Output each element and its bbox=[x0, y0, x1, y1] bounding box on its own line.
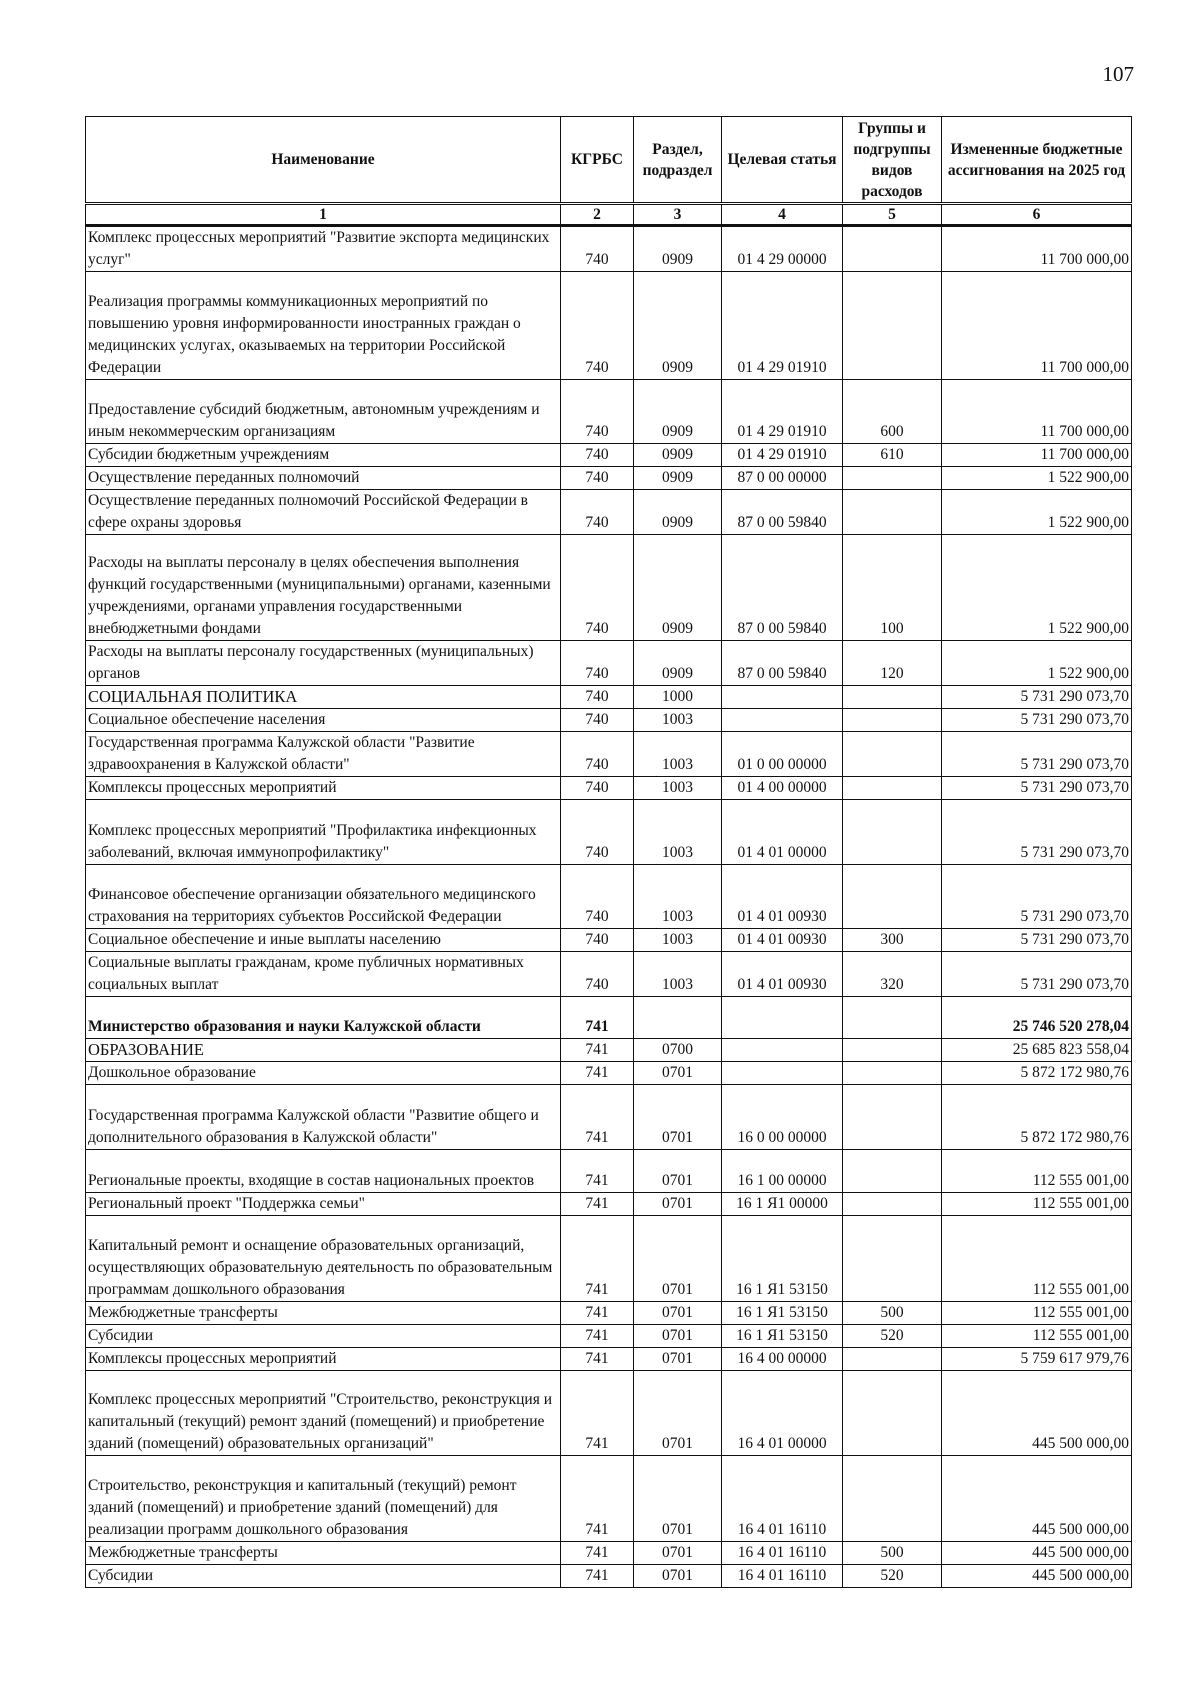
row-amount-cell: 1 522 900,00 bbox=[942, 467, 1132, 490]
budget-table bbox=[85, 116, 1132, 1588]
row-name-cell: Комплекс процессных мероприятий "Развитие экспорта медицинских услуг" bbox=[86, 226, 561, 272]
row-razdel-cell: 1003 bbox=[634, 865, 722, 929]
row-kgrbs-cell: 741 bbox=[561, 1302, 634, 1325]
row-amount-cell: 11 700 000,00 bbox=[942, 272, 1132, 380]
table-row bbox=[86, 1150, 1132, 1193]
row-razdel-cell: 1003 bbox=[634, 800, 722, 865]
row-tselevaya-cell: 16 4 01 00000 bbox=[722, 1371, 843, 1456]
column-number-4: 4 bbox=[722, 204, 843, 226]
row-razdel-cell: 0909 bbox=[634, 535, 722, 641]
row-kgrbs-cell: 740 bbox=[561, 709, 634, 732]
table-row bbox=[86, 1085, 1132, 1150]
row-tselevaya-cell: 01 4 29 01910 bbox=[722, 272, 843, 380]
row-tselevaya-cell: 16 1 Я1 53150 bbox=[722, 1216, 843, 1302]
column-number-2: 2 bbox=[561, 204, 634, 226]
header-gruppy: Группы и подгруппы видов расходов bbox=[843, 117, 942, 204]
table-row bbox=[86, 1216, 1132, 1302]
row-tselevaya-cell: 01 4 00 00000 bbox=[722, 777, 843, 800]
row-group-cell bbox=[843, 1150, 942, 1193]
table-row bbox=[86, 997, 1132, 1039]
row-tselevaya-cell: 87 0 00 59840 bbox=[722, 535, 843, 641]
row-name-cell: Расходы на выплаты персоналу в целях обеспечения выполнения функций государственными (муниципальными) органами, казенными учреждениями, органами управления государственными внебюджетными фондами bbox=[86, 535, 561, 641]
row-amount-cell: 112 555 001,00 bbox=[942, 1216, 1132, 1302]
row-group-cell: 520 bbox=[843, 1565, 942, 1588]
row-amount-cell: 112 555 001,00 bbox=[942, 1193, 1132, 1216]
row-amount-cell: 5 731 290 073,70 bbox=[942, 800, 1132, 865]
row-tselevaya-cell: 16 1 Я1 53150 bbox=[722, 1302, 843, 1325]
row-group-cell bbox=[843, 997, 942, 1039]
table-row bbox=[86, 444, 1132, 467]
row-kgrbs-cell: 740 bbox=[561, 732, 634, 777]
header-name: Наименование bbox=[86, 117, 561, 204]
table-row bbox=[86, 865, 1132, 929]
row-razdel-cell: 0700 bbox=[634, 1039, 722, 1062]
row-name-cell: ОБРАЗОВАНИЕ bbox=[86, 1039, 561, 1062]
row-group-cell: 300 bbox=[843, 929, 942, 952]
row-name-cell: Расходы на выплаты персоналу государственных (муниципальных) органов bbox=[86, 641, 561, 686]
row-amount-cell: 5 872 172 980,76 bbox=[942, 1085, 1132, 1150]
table-row bbox=[86, 1325, 1132, 1348]
table-row bbox=[86, 709, 1132, 732]
row-group-cell: 100 bbox=[843, 535, 942, 641]
row-group-cell: 600 bbox=[843, 380, 942, 444]
row-name-cell: Комплексы процессных мероприятий bbox=[86, 777, 561, 800]
header-tselevaya: Целевая статья bbox=[722, 117, 843, 204]
row-tselevaya-cell: 01 0 00 00000 bbox=[722, 732, 843, 777]
row-amount-cell: 11 700 000,00 bbox=[942, 380, 1132, 444]
row-amount-cell: 11 700 000,00 bbox=[942, 444, 1132, 467]
row-group-cell bbox=[843, 800, 942, 865]
row-group-cell bbox=[843, 1062, 942, 1085]
row-tselevaya-cell: 16 0 00 00000 bbox=[722, 1085, 843, 1150]
row-group-cell: 610 bbox=[843, 444, 942, 467]
row-group-cell bbox=[843, 709, 942, 732]
row-name-cell: Комплексы процессных мероприятий bbox=[86, 1348, 561, 1371]
row-kgrbs-cell: 740 bbox=[561, 272, 634, 380]
row-amount-cell: 112 555 001,00 bbox=[942, 1150, 1132, 1193]
row-razdel-cell bbox=[634, 997, 722, 1039]
row-amount-cell: 1 522 900,00 bbox=[942, 641, 1132, 686]
row-tselevaya-cell bbox=[722, 686, 843, 709]
row-name-cell: Реализация программы коммуникационных мероприятий по повышению уровня информированности иностранных граждан о медицинских услугах, оказываемых на территории Российской Федерации bbox=[86, 272, 561, 380]
row-group-cell bbox=[843, 1039, 942, 1062]
row-razdel-cell: 0701 bbox=[634, 1565, 722, 1588]
row-kgrbs-cell: 740 bbox=[561, 467, 634, 490]
table-row bbox=[86, 686, 1132, 709]
row-razdel-cell: 1003 bbox=[634, 929, 722, 952]
row-kgrbs-cell: 740 bbox=[561, 535, 634, 641]
row-group-cell: 320 bbox=[843, 952, 942, 997]
row-tselevaya-cell bbox=[722, 1039, 843, 1062]
column-number-6: 6 bbox=[942, 204, 1132, 226]
row-name-cell: Предоставление субсидий бюджетным, автономным учреждениям и иным некоммерческим организациям bbox=[86, 380, 561, 444]
row-name-cell: Социальное обеспечение населения bbox=[86, 709, 561, 732]
table-row bbox=[86, 952, 1132, 997]
row-razdel-cell: 1003 bbox=[634, 777, 722, 800]
row-kgrbs-cell: 741 bbox=[561, 1565, 634, 1588]
row-name-cell: Министерство образования и науки Калужской области bbox=[86, 997, 561, 1039]
row-name-cell: Субсидии bbox=[86, 1325, 561, 1348]
column-number-3: 3 bbox=[634, 204, 722, 226]
row-amount-cell: 112 555 001,00 bbox=[942, 1325, 1132, 1348]
row-name-cell: Государственная программа Калужской области "Развитие общего и дополнительного образования в Калужской области" bbox=[86, 1085, 561, 1150]
row-kgrbs-cell: 741 bbox=[561, 1039, 634, 1062]
table-row bbox=[86, 777, 1132, 800]
column-number-1: 1 bbox=[86, 204, 561, 226]
row-group-cell: 520 bbox=[843, 1325, 942, 1348]
table-row bbox=[86, 1039, 1132, 1062]
row-razdel-cell: 0701 bbox=[634, 1085, 722, 1150]
row-amount-cell: 112 555 001,00 bbox=[942, 1302, 1132, 1325]
row-kgrbs-cell: 740 bbox=[561, 929, 634, 952]
table-row bbox=[86, 1348, 1132, 1371]
row-kgrbs-cell: 740 bbox=[561, 641, 634, 686]
row-tselevaya-cell: 01 4 01 00000 bbox=[722, 800, 843, 865]
row-kgrbs-cell: 740 bbox=[561, 952, 634, 997]
row-tselevaya-cell: 16 4 01 16110 bbox=[722, 1565, 843, 1588]
row-kgrbs-cell: 741 bbox=[561, 1325, 634, 1348]
row-name-cell: Дошкольное образование bbox=[86, 1062, 561, 1085]
row-tselevaya-cell: 01 4 01 00930 bbox=[722, 952, 843, 997]
row-name-cell: Межбюджетные трансферты bbox=[86, 1542, 561, 1565]
row-tselevaya-cell: 16 1 Я1 00000 bbox=[722, 1193, 843, 1216]
row-razdel-cell: 0701 bbox=[634, 1371, 722, 1456]
table-row bbox=[86, 1193, 1132, 1216]
row-kgrbs-cell: 741 bbox=[561, 1371, 634, 1456]
table-row bbox=[86, 1371, 1132, 1456]
row-kgrbs-cell: 741 bbox=[561, 1085, 634, 1150]
column-number-5: 5 bbox=[843, 204, 942, 226]
row-razdel-cell: 0701 bbox=[634, 1542, 722, 1565]
row-group-cell bbox=[843, 1216, 942, 1302]
row-razdel-cell: 0909 bbox=[634, 641, 722, 686]
row-tselevaya-cell: 01 4 01 00930 bbox=[722, 865, 843, 929]
row-razdel-cell: 1003 bbox=[634, 952, 722, 997]
table-row bbox=[86, 1302, 1132, 1325]
table-body bbox=[86, 226, 1132, 1588]
row-amount-cell: 1 522 900,00 bbox=[942, 535, 1132, 641]
row-tselevaya-cell bbox=[722, 997, 843, 1039]
row-name-cell: Комплекс процессных мероприятий "Профилактика инфекционных заболеваний, включая иммунопрофилактику" bbox=[86, 800, 561, 865]
row-group-cell bbox=[843, 1371, 942, 1456]
row-razdel-cell: 0701 bbox=[634, 1348, 722, 1371]
row-name-cell: Социальное обеспечение и иные выплаты населению bbox=[86, 929, 561, 952]
row-kgrbs-cell: 740 bbox=[561, 777, 634, 800]
page-number: 107 bbox=[1102, 62, 1134, 86]
row-kgrbs-cell: 740 bbox=[561, 380, 634, 444]
row-amount-cell: 445 500 000,00 bbox=[942, 1565, 1132, 1588]
row-razdel-cell: 0909 bbox=[634, 272, 722, 380]
row-razdel-cell: 0909 bbox=[634, 380, 722, 444]
row-amount-cell: 5 872 172 980,76 bbox=[942, 1062, 1132, 1085]
row-group-cell bbox=[843, 686, 942, 709]
row-name-cell: Региональные проекты, входящие в состав национальных проектов bbox=[86, 1150, 561, 1193]
row-tselevaya-cell: 16 4 01 16110 bbox=[722, 1456, 843, 1542]
table-row bbox=[86, 1062, 1132, 1085]
row-kgrbs-cell: 741 bbox=[561, 1542, 634, 1565]
row-kgrbs-cell: 740 bbox=[561, 800, 634, 865]
row-amount-cell: 25 685 823 558,04 bbox=[942, 1039, 1132, 1062]
row-razdel-cell: 0701 bbox=[634, 1325, 722, 1348]
row-amount-cell: 11 700 000,00 bbox=[942, 226, 1132, 272]
row-tselevaya-cell: 87 0 00 00000 bbox=[722, 467, 843, 490]
row-tselevaya-cell: 01 4 29 00000 bbox=[722, 226, 843, 272]
header-kgrbs: КГРБС bbox=[561, 117, 634, 204]
row-tselevaya-cell: 87 0 00 59840 bbox=[722, 490, 843, 535]
row-name-cell: Строительство, реконструкция и капитальный (текущий) ремонт зданий (помещений) и приобретение зданий (помещений) для реализации программ дошкольного образования bbox=[86, 1456, 561, 1542]
row-kgrbs-cell: 740 bbox=[561, 490, 634, 535]
table-row bbox=[86, 535, 1132, 641]
row-razdel-cell: 0909 bbox=[634, 490, 722, 535]
table-row bbox=[86, 1542, 1132, 1565]
row-group-cell bbox=[843, 1456, 942, 1542]
row-amount-cell: 445 500 000,00 bbox=[942, 1371, 1132, 1456]
row-kgrbs-cell: 741 bbox=[561, 997, 634, 1039]
row-razdel-cell: 0909 bbox=[634, 467, 722, 490]
row-razdel-cell: 0909 bbox=[634, 226, 722, 272]
row-group-cell bbox=[843, 777, 942, 800]
row-razdel-cell: 0701 bbox=[634, 1302, 722, 1325]
row-tselevaya-cell: 87 0 00 59840 bbox=[722, 641, 843, 686]
row-name-cell: Межбюджетные трансферты bbox=[86, 1302, 561, 1325]
row-kgrbs-cell: 740 bbox=[561, 865, 634, 929]
row-group-cell bbox=[843, 1348, 942, 1371]
table-row bbox=[86, 467, 1132, 490]
row-razdel-cell: 0701 bbox=[634, 1216, 722, 1302]
row-kgrbs-cell: 740 bbox=[561, 226, 634, 272]
row-name-cell: Субсидии бюджетным учреждениям bbox=[86, 444, 561, 467]
row-razdel-cell: 0909 bbox=[634, 444, 722, 467]
row-tselevaya-cell bbox=[722, 709, 843, 732]
row-tselevaya-cell: 01 4 29 01910 bbox=[722, 444, 843, 467]
row-razdel-cell: 1003 bbox=[634, 732, 722, 777]
row-amount-cell: 5 731 290 073,70 bbox=[942, 777, 1132, 800]
row-group-cell: 500 bbox=[843, 1302, 942, 1325]
row-razdel-cell: 1000 bbox=[634, 686, 722, 709]
row-razdel-cell: 0701 bbox=[634, 1193, 722, 1216]
row-amount-cell: 5 731 290 073,70 bbox=[942, 929, 1132, 952]
row-amount-cell: 5 759 617 979,76 bbox=[942, 1348, 1132, 1371]
row-tselevaya-cell: 01 4 29 01910 bbox=[722, 380, 843, 444]
table-row bbox=[86, 380, 1132, 444]
table-row bbox=[86, 226, 1132, 272]
row-amount-cell: 5 731 290 073,70 bbox=[942, 709, 1132, 732]
row-name-cell: Финансовое обеспечение организации обязательного медицинского страхования на территориях субъектов Российской Федерации bbox=[86, 865, 561, 929]
row-name-cell: Региональный проект "Поддержка семьи" bbox=[86, 1193, 561, 1216]
row-kgrbs-cell: 741 bbox=[561, 1193, 634, 1216]
row-group-cell bbox=[843, 490, 942, 535]
row-name-cell: Социальные выплаты гражданам, кроме публичных нормативных социальных выплат bbox=[86, 952, 561, 997]
table-row bbox=[86, 490, 1132, 535]
row-kgrbs-cell: 740 bbox=[561, 686, 634, 709]
row-group-cell bbox=[843, 865, 942, 929]
row-name-cell: СОЦИАЛЬНАЯ ПОЛИТИКА bbox=[86, 686, 561, 709]
row-tselevaya-cell: 16 4 01 16110 bbox=[722, 1542, 843, 1565]
row-tselevaya-cell: 01 4 01 00930 bbox=[722, 929, 843, 952]
row-tselevaya-cell bbox=[722, 1062, 843, 1085]
row-kgrbs-cell: 740 bbox=[561, 444, 634, 467]
row-amount-cell: 5 731 290 073,70 bbox=[942, 865, 1132, 929]
row-razdel-cell: 1003 bbox=[634, 709, 722, 732]
row-group-cell bbox=[843, 1085, 942, 1150]
row-group-cell bbox=[843, 226, 942, 272]
row-group-cell bbox=[843, 272, 942, 380]
row-group-cell bbox=[843, 732, 942, 777]
row-amount-cell: 445 500 000,00 bbox=[942, 1542, 1132, 1565]
row-name-cell: Комплекс процессных мероприятий "Строительство, реконструкция и капитальный (текущий) ремонт зданий (помещений) и приобретение зданий (помещений) образовательных организаций" bbox=[86, 1371, 561, 1456]
row-amount-cell: 5 731 290 073,70 bbox=[942, 732, 1132, 777]
row-tselevaya-cell: 16 1 Я1 53150 bbox=[722, 1325, 843, 1348]
row-tselevaya-cell: 16 4 00 00000 bbox=[722, 1348, 843, 1371]
row-tselevaya-cell: 16 1 00 00000 bbox=[722, 1150, 843, 1193]
row-name-cell: Субсидии bbox=[86, 1565, 561, 1588]
row-kgrbs-cell: 741 bbox=[561, 1456, 634, 1542]
row-group-cell: 120 bbox=[843, 641, 942, 686]
row-razdel-cell: 0701 bbox=[634, 1062, 722, 1085]
table-row bbox=[86, 800, 1132, 865]
row-kgrbs-cell: 741 bbox=[561, 1062, 634, 1085]
row-name-cell: Капитальный ремонт и оснащение образовательных организаций, осуществляющих образовательную деятельность по образовательным программам дошкольного образования bbox=[86, 1216, 561, 1302]
row-name-cell: Осуществление переданных полномочий Российской Федерации в сфере охраны здоровья bbox=[86, 490, 561, 535]
row-kgrbs-cell: 741 bbox=[561, 1150, 634, 1193]
header-amount: Измененные бюджетные ассигнования на 2025 год bbox=[942, 117, 1132, 204]
table-row bbox=[86, 929, 1132, 952]
row-amount-cell: 1 522 900,00 bbox=[942, 490, 1132, 535]
row-name-cell: Государственная программа Калужской области "Развитие здравоохранения в Калужской области" bbox=[86, 732, 561, 777]
row-amount-cell: 5 731 290 073,70 bbox=[942, 686, 1132, 709]
row-amount-cell: 445 500 000,00 bbox=[942, 1456, 1132, 1542]
table-row bbox=[86, 272, 1132, 380]
row-amount-cell: 25 746 520 278,04 bbox=[942, 997, 1132, 1039]
table-header bbox=[86, 117, 1132, 226]
row-razdel-cell: 0701 bbox=[634, 1456, 722, 1542]
row-amount-cell: 5 731 290 073,70 bbox=[942, 952, 1132, 997]
table-row bbox=[86, 732, 1132, 777]
row-razdel-cell: 0701 bbox=[634, 1150, 722, 1193]
row-group-cell: 500 bbox=[843, 1542, 942, 1565]
row-group-cell bbox=[843, 467, 942, 490]
row-group-cell bbox=[843, 1193, 942, 1216]
table-row bbox=[86, 1565, 1132, 1588]
table-row bbox=[86, 641, 1132, 686]
row-kgrbs-cell: 741 bbox=[561, 1216, 634, 1302]
row-kgrbs-cell: 741 bbox=[561, 1348, 634, 1371]
table-row bbox=[86, 1456, 1132, 1542]
row-name-cell: Осуществление переданных полномочий bbox=[86, 467, 561, 490]
header-razdel: Раздел, подраздел bbox=[634, 117, 722, 204]
